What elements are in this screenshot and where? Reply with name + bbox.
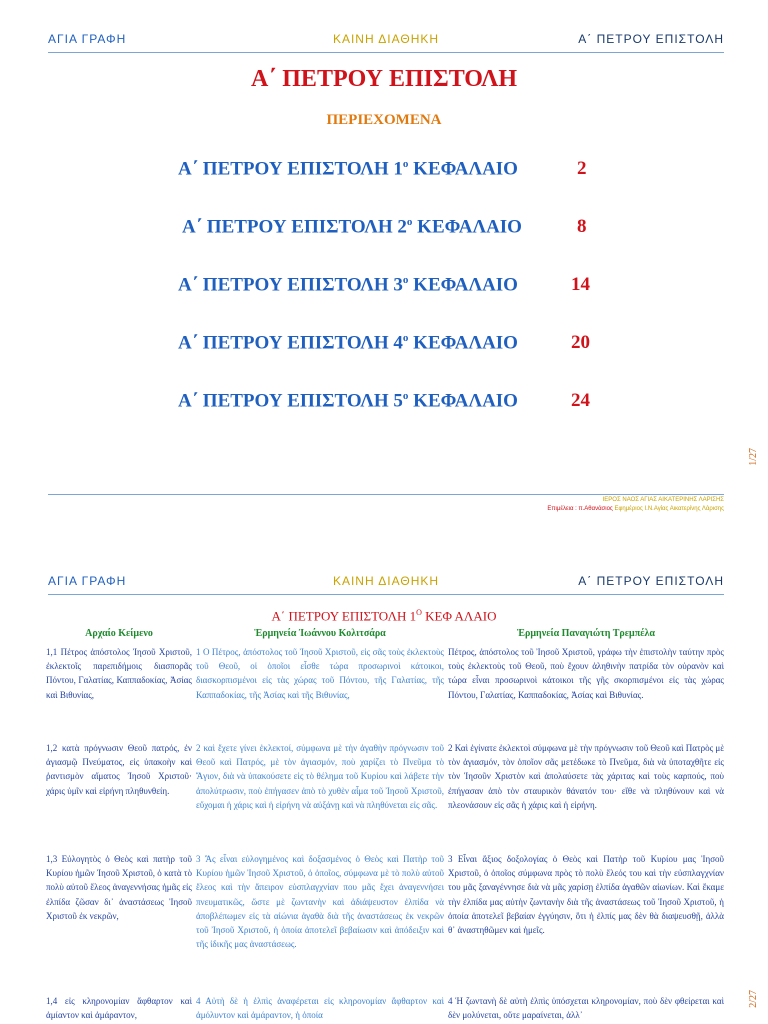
toc-entry[interactable] — [0, 332, 768, 358]
verse-ancient-1-2: 1,2 κατὰ πρόγνωσιν Θεοῦ πατρός, ἐν ἁγιασμῷ Πνεύματος, εἰς ὑπακοὴν καὶ ῥαντισμὸν αἵματος Ἰησοῦ Χριστοῦ· χάρις ὑμῖν καὶ εἰρήνη πληθυνθείη. — [46, 743, 192, 796]
toc-entry[interactable] — [0, 216, 768, 242]
verse-ancient-1-3: 1,3 Εὐλογητὸς ὁ Θεὸς καὶ πατὴρ τοῦ Κυρίου ἡμῶν Ἰησοῦ Χριστοῦ, ὁ κατὰ τὸ πολὺ αὐτοῦ ἔλεος ἀναγεννήσας ἡμᾶς εἰς ἐλπίδα ζῶσαν δι᾿ ἀναστάσεως Ἰησοῦ Χριστοῦ ἐκ νεκρῶν, — [46, 854, 192, 921]
verse-trempelas-1-4: 4 Ἡ ζωντανὴ δὲ αὐτὴ ἐλπὶς ὑπόσχεται κληρονομίαν, ποὺ δὲν φθείρεται καὶ δὲν μολύνεται, οὔτε μαραίνεται, ἀλλ᾿ — [448, 996, 724, 1021]
page-number: 2/27 — [748, 990, 759, 1008]
header-right: Α΄ ΠΕΤΡΟΥ ΕΠΙΣΤΟΛΗ — [578, 32, 724, 46]
contents-heading: ΠΕΡΙΕΧΟΜΕΝΑ — [326, 112, 442, 128]
verse-ancient-1-4: 1,4 εἰς κληρονομίαν ἄφθαρτον καὶ ἀμίαντον καὶ ἀμάραντον, — [46, 996, 192, 1021]
verse-kolitsaras-1-2: 2 καὶ ἔχετε γίνει ἐκλεκτοί, σύμφωνα μὲ τὴν ἀγαθὴν πρόγνωσιν τοῦ Θεοῦ καὶ Πατρός, μὲ τὸν ἁγιασμόν, ποὺ χαρίζει τὸ Πνεῦμα τὸ Ἅγιον, διὰ νὰ ὑπακούσετε εἰς τὸ θέλημα τοῦ Κυρίου καὶ λάβετε τὴν ἀπολύτρωσιν, ποὺ ἐπήγασεν ἀπὸ τὸ χυθὲν αἷμα τοῦ Ἰησοῦ Χριστοῦ, εὔχομαι ἡ χάρις καὶ ἡ εἰρήνη νὰ αὐξάνῃ καὶ νὰ πληθύνεται εἰς σᾶς. — [196, 743, 444, 810]
page-2 — [0, 530, 768, 1024]
verse-kolitsaras-1-1: 1 Ο Πέτρος, ἀπόστολος τοῦ Ἰησοῦ Χριστοῦ, εἰς σᾶς τοὺς ἐκλεκτοὺς τοῦ Θεοῦ, οἱ ὁποῖοι εἶσθε τώρα προσωρινοὶ κάτοικοι, διασκορπισμένοι εἰς τὰς χώρας τοῦ Πόντου, τῆς Γαλατίας, τῆς Καππαδοκίας, τῆς Ἀσίας καὶ τῆς Βιθυνίας, — [196, 647, 444, 700]
verse-kolitsaras-1-3: 3 Ἂς εἶναι εὐλογημένος καὶ δοξασμένος ὁ Θεὸς καὶ Πατὴρ τοῦ Κυρίου ἡμῶν Ἰησοῦ Χριστοῦ, ὁ ὁποῖος, σύμφωνα μὲ τὸ πολὺ αὐτοῦ ἔλεος καὶ τὴν ἄπειρον εὐσπλαγχνίαν που μᾶς ἔχει ἀναγεννήσει πνευματικῶς, ὥστε μὲ ζωντανὴν καὶ ἀδιάψευστον ἐλπίδα νὰ ἀποβλέπωμεν εἰς τὰ αἰώνια ἀγαθὰ διὰ τῆς ἀναστάσεως ἐκ νεκρῶν τοῦ Ἰησοῦ Χριστοῦ, ἡ ὁποία ἀποτελεῖ βεβαίωσιν καὶ ἀπόδειξιν καὶ τῆς ἰδικῆς μας ἀναστάσεως. — [196, 854, 444, 950]
toc-entry-label: Α΄ ΠΕΤΡΟΥ ΕΠΙΣΤΟΛΗ $2^o$ ΚΕΦΑΛΑΙΟ — [182, 216, 522, 238]
page-title: Α΄ ΠΕΤΡΟΥ ΕΠΙΣΤΟΛΗ — [250, 66, 518, 92]
toc-entry[interactable] — [0, 390, 768, 416]
toc-entry-page: 20 — [571, 332, 590, 353]
verse-kolitsaras-1-4: 4 Αὐτὴ δὲ ἡ ἐλπὶς ἀναφέρεται εἰς κληρονομίαν ἄφθαρτον καὶ ἀμόλυντον καὶ ἀμάραντον, ἡ ὁποία — [196, 996, 444, 1021]
column-header-ancient: Αρχαίο Κείμενο — [85, 628, 153, 639]
verse-ancient-1-1: 1,1 Πέτρος ἀπόστολος Ἰησοῦ Χριστοῦ, ἐκλεκτοῖς παρεπιδήμοις διασπορᾶς Πόντου, Γαλατίας, Καππαδοκίας, Ἀσίας καὶ Βιθυνίας, — [46, 647, 192, 700]
header-center: ΚΑΙΝΗ ΔΙΑΘΗΚΗ — [332, 574, 440, 588]
toc-entry-page: 8 — [577, 216, 587, 237]
toc-entry-page: 24 — [571, 390, 590, 411]
footer-credit-editor: Επιμέλεια : π.Αθανάσιος Εφημέριος Ι.Ν.Αγίας Αικατερίνης Λάρισης — [547, 506, 724, 512]
verse-trempelas-1-2: 2 Καὶ ἐγίνατε ἐκλεκτοὶ σύμφωνα μὲ τὴν πρόγνωσιν τοῦ Θεοῦ καὶ Πατρὸς μὲ τὸν ἁγιασμόν, τὸν ὁποῖον σᾶς μετέδωκε τὸ Πνεῦμα, διὰ νὰ ὑποταχθῆτε εἰς τὸν Ἰησοῦν Χριστὸν καὶ ἀπολαύσετε τὰς χάριτας καὶ τοὺς καρπούς, ποὺ ἐπήγασαν ἀπὸ τὸν σταυρικὸν θάνατόν του· εἴθε νὰ πληθύνουν καὶ νὰ πλεονάσουν εἰς σᾶς ἡ χάρις καὶ ἡ εἰρήνη. — [448, 743, 724, 810]
header-left: ΑΓΙΑ ΓΡΑΦΗ — [48, 32, 127, 46]
page-number: 1/27 — [748, 448, 759, 466]
column-header-kolitsaras: Ἑρμηνεία Ἰωάννου Κολιτσάρα — [254, 628, 386, 639]
header-rule — [48, 594, 724, 595]
header-right: Α΄ ΠΕΤΡΟΥ ΕΠΙΣΤΟΛΗ — [578, 574, 724, 588]
toc-entry-label: Α΄ ΠΕΤΡΟΥ ΕΠΙΣΤΟΛΗ $3^o$ ΚΕΦΑΛΑΙΟ — [178, 274, 518, 296]
chapter-title: Α΄ ΠΕΤΡΟΥ ΕΠΙΣΤΟΛΗ $1^O$ ΚΕΦ ΑΛΑΙΟ — [271, 608, 497, 624]
toc-entry-label: Α΄ ΠΕΤΡΟΥ ΕΠΙΣΤΟΛΗ $5^o$ ΚΕΦΑΛΑΙΟ — [178, 390, 518, 412]
running-header — [48, 574, 724, 594]
toc-entry-label: Α΄ ΠΕΤΡΟΥ ΕΠΙΣΤΟΛΗ $4^o$ ΚΕΦΑΛΑΙΟ — [178, 332, 518, 354]
toc-entry-page: 2 — [577, 158, 587, 179]
toc-entry-label: Α΄ ΠΕΤΡΟΥ ΕΠΙΣΤΟΛΗ $1^o$ ΚΕΦΑΛΑΙΟ — [178, 158, 518, 180]
toc-entry[interactable] — [0, 274, 768, 300]
footer-rule — [48, 494, 724, 495]
header-center: ΚΑΙΝΗ ΔΙΑΘΗΚΗ — [332, 32, 440, 46]
header-left: ΑΓΙΑ ΓΡΑΦΗ — [48, 574, 127, 588]
header-rule — [48, 52, 724, 53]
toc-entry-page: 14 — [571, 274, 590, 295]
running-header — [48, 32, 724, 52]
footer-credit-church: ΙΕΡΟΣ ΝΑΟΣ ΑΓΙΑΣ ΑΙΚΑΤΕΡΙΝΗΣ ΛΑΡΙΣΗΣ — [602, 497, 724, 503]
verse-trempelas-1-1: Πέτρος, ἀπόστολος τοῦ Ἰησοῦ Χριστοῦ, γράφω τὴν ἐπιστολὴν ταύτην πρὸς τοὺς ἐκλεκτοὺς τοῦ Θεοῦ, ποὺ ἔχουν ἀληθινὴν πατρίδα τὸν οὐρανὸν καὶ τώρα εἶναι προσωρινοὶ κάτοικοι τῆς γῆς σκορπισμένοι εἰς τὰς χώρας Πόντου, Γαλατίας, Καππαδοκίας, Ἀσίας καὶ Βιθυνίας. — [448, 647, 724, 700]
column-header-trempelas: Ἑρμηνεία Παναγιώτη Τρεμπέλα — [517, 628, 655, 639]
verse-trempelas-1-3: 3 Εἶναι ἄξιος δοξολογίας ὁ Θεὸς καὶ Πατὴρ τοῦ Κυρίου μας Ἰησοῦ Χριστοῦ, ὁ ὁποῖος σύμφωνα πρὸς τὸ πολὺ ἔλεός του καὶ τὴν εὐσπλαγχνίαν του μᾶς ξαναγέννησε διὰ νὰ μᾶς χαρίσῃ ἐλπίδα ἀγαθῶν αἰωνίων. Καὶ ἔκαμε τὴν ἐλπίδα μας αὐτὴν ζωντανὴν διὰ τῆς ἀναστάσεως τοῦ Ἰησοῦ Χριστοῦ, ἡ ὁποία ἀποτελεῖ βεβαίαν ἐγγύησιν, ὅτι ἡ ἐλπίς μας δὲν θὰ διαψευσθῇ, ἀλλὰ θ᾿ ἀναστηθῶμεν καὶ ἡμεῖς. — [448, 854, 724, 936]
toc-entry[interactable] — [0, 158, 768, 184]
